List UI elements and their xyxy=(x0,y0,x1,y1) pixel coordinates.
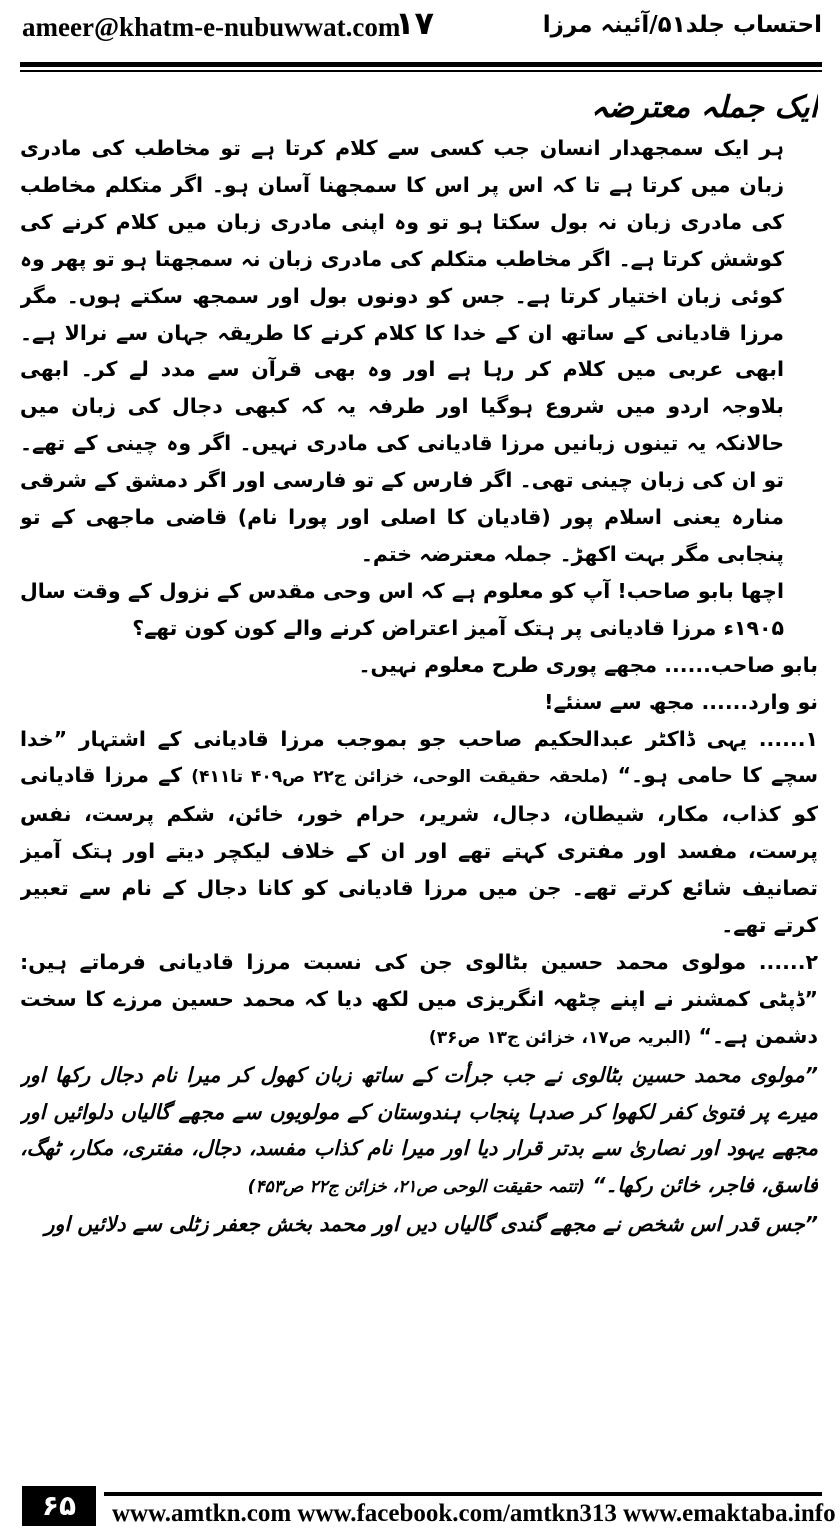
footer-rule xyxy=(104,1492,822,1496)
reference-citation: (تتمہ حقیقت الوحی ص۲۱، خزائن ج۲۲ ص۴۵۳) xyxy=(247,1177,586,1198)
header-book-title: احتساب جلد۵۱/آئینہ مرزا xyxy=(542,12,822,38)
reference-citation: (البریہ ص۱۷، خزائن ج۱۳ ص۳۶) xyxy=(428,1027,692,1048)
block-quote xyxy=(20,1057,818,1207)
header-double-rule xyxy=(20,62,822,72)
dialogue-nowarid: نو وارد...... مجھ سے سنئے! xyxy=(544,689,818,714)
list-item-1-body: کے مرزا قادیانی کو کذاب، مکار، شیطان، دجال، شریر، حرام خور، خائن، شکم پرست، نفس پرست، مفسد اور مفتری کہتے تھے اور ان کے خلاف لیکچر دیتے اور ہتک آمیز تصانیف شائع کرتے تھے۔ جن میں مرزا قادیانی کو کانا دجال کے نام سے تعبیر کرتے تھے۔ xyxy=(20,763,818,938)
footer-urls: www.amtkn.com www.facebook.com/amtkn313 www.emaktaba.info xyxy=(112,1500,836,1527)
list-item-1 xyxy=(20,721,818,944)
paragraph-question: اچھا بابو صاحب! آپ کو معلوم ہے کہ اس وحی مقدس کے نزول کے وقت سال ۱۹۰۵ء مرزا قادیانی پر ہتک آمیز اعتراض کرنے والے کون کون تھے؟ xyxy=(20,578,784,640)
article-body xyxy=(20,86,818,1458)
dialogue-babu: بابو صاحب...... مجھے پوری طرح معلوم نہیں۔ xyxy=(358,652,818,677)
header-email: ameer@khatm-e-nubuwwat.com xyxy=(22,12,401,42)
header-folio: ۱۷ xyxy=(395,4,435,42)
paragraph-intro: ہر ایک سمجھدار انسان جب کسی سے کلام کرتا ہے تو مخاطب کی مادری زبان میں کرتا ہے تا کہ اس پر اس کا سمجھنا آسان ہو۔ اگر متکلم مخاطب کی مادری زبان نہ بول سکتا ہو تو وہ اپنی مادری زبان میں کلام کرنے کی کوشش کرتا ہے۔ اگر مخاطب متکلم کی مادری زبان نہ سمجھتا ہو تو پھر وہ کوئی زبان اختیار کرتا ہے۔ جس کو دونوں بول اور سمجھ سکتے ہوں۔ مگر مرزا قادیانی کے ساتھ ان کے خدا کا کلام کرنے کا طریقہ جہان سے نرالا ہے۔ ابھی عربی میں کلام کر رہا ہے اور وہ بھی قرآن سے مدد لے کر۔ ابھی بلاوجہ اردو میں شروع ہوگیا اور طرفہ یہ کہ کبھی دجال کی زبان میں حالانکہ یہ تینوں زبانیں مرزا قادیانی کی مادری نہیں۔ اگر وہ چینی کے تھے۔ تو ان کی زبان چینی تھی۔ اگر فارس کے تو فارسی اور اگر دمشق کے شرقی منارہ یعنی اسلام پور (قادیان کا اصلی اور پورا نام) قاضی ماجھی کے تو پنجابی مگر بہت اکھڑ۔ جملہ معترضہ ختم۔ xyxy=(20,136,784,566)
list-item-1-head: ۱...... یہی ڈاکٹر عبدالحکیم صاحب جو بموجب مرزا قادیانی کے اشتہار ”خدا سچے کا حامی ہو۔“ xyxy=(20,726,818,788)
list-item-2 xyxy=(20,944,818,1057)
block-quote-continued: ”جس قدر اس شخص نے مجھے گندی گالیاں دیں اور محمد بخش جعفر زٹلی سے دلائیں اور xyxy=(44,1212,818,1237)
section-heading: ایک جملہ معترضہ xyxy=(590,90,818,125)
reference-citation: (ملحقہ حقیقت الوحی، خزائن ج۲۲ ص۴۰۹ تا۴۱۱) xyxy=(191,767,609,788)
list-item-2-head: ۲...... مولوی محمد حسین بٹالوی جن کی نسبت مرزا قادیانی فرماتے ہیں: ”ڈپٹی کمشنر نے اپنے چٹھہ انگریزی میں لکھ دیا کہ محمد حسین مرزے کا سخت دشمن ہے۔“ xyxy=(20,949,818,1048)
page-number-badge: ۶۵ xyxy=(22,1486,96,1526)
quote-text: ”مولوی محمد حسین بٹالوی نے جب جرأت کے ساتھ زبان کھول کر میرا نام دجال رکھا اور میرے پر فتویٰ کفر لکھوا کر صدہا پنجاب ہندوستان کے مولویوں سے مجھے گالیاں دلوائیں اور مجھے یہود اور نصاریٰ سے بدتر قرار دیا اور میرا نام کذاب مفسد، دجال، مفتری، مکار، ٹھگ، فاسق، فاجر، خائن رکھا۔“ xyxy=(20,1062,818,1198)
